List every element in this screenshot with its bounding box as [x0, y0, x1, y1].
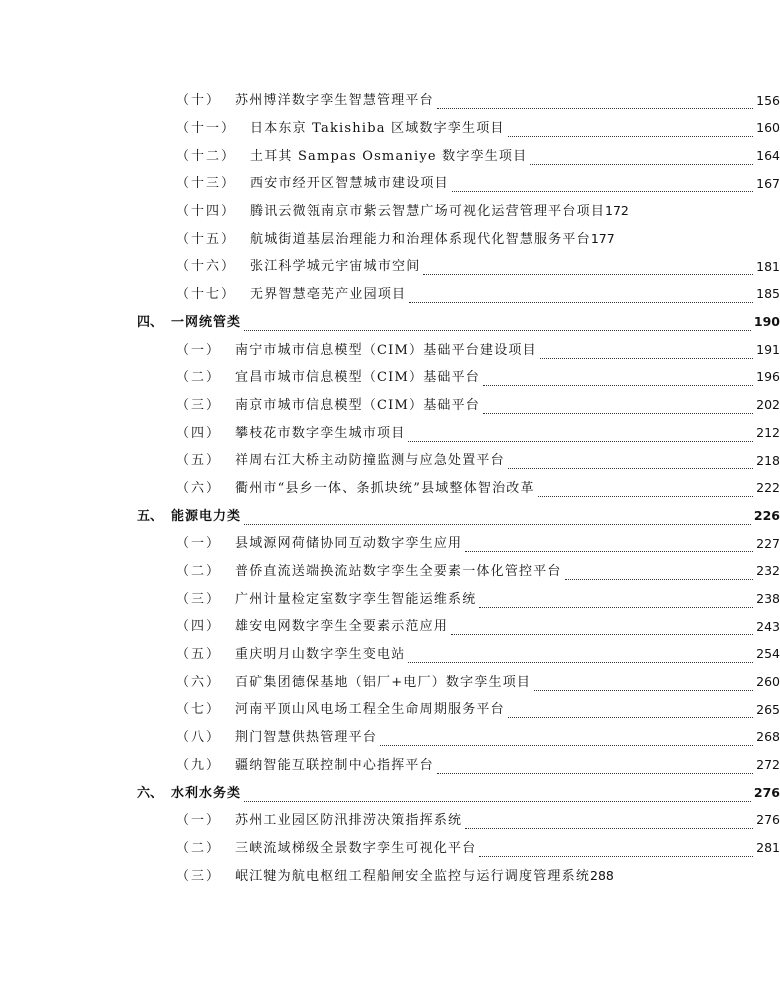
toc-leader-dots — [508, 124, 754, 137]
toc-leader-dots — [508, 705, 753, 718]
toc-entry[interactable] — [0, 862, 780, 890]
toc-entry-number: 五、 — [137, 508, 164, 524]
toc-page-number: 218 — [756, 452, 780, 468]
toc-leader-dots — [538, 484, 753, 497]
toc-entry-title: 水利水务类 — [171, 785, 242, 801]
toc-page-number: 172 — [605, 203, 629, 219]
toc-entry[interactable] — [0, 281, 780, 309]
toc-entry[interactable] — [0, 419, 780, 447]
toc-entry[interactable] — [0, 225, 780, 253]
toc-section-entry[interactable] — [0, 309, 780, 337]
toc-entry[interactable] — [0, 668, 780, 696]
toc-entry-number: 四、 — [137, 314, 164, 330]
toc-leader-dots — [244, 512, 751, 525]
toc-entry-title: 日本东京 Takishiba 区域数字孪生项目 — [250, 121, 505, 137]
toc-leader-dots — [408, 650, 753, 663]
toc-leader-dots — [465, 539, 753, 552]
toc-page-number: 254 — [756, 646, 780, 662]
toc-entry[interactable] — [0, 87, 780, 115]
toc-entry-title: 苏州工业园区防汛排涝决策指挥系统 — [235, 813, 463, 829]
toc-leader-dots — [508, 456, 753, 469]
toc-page-number: 156 — [756, 92, 780, 108]
toc-leader-dots — [530, 152, 753, 165]
toc-entry[interactable] — [0, 142, 780, 170]
toc-entry[interactable] — [0, 752, 780, 780]
toc-page-number: 181 — [756, 258, 780, 274]
toc-entry-number: （十四） — [176, 204, 237, 220]
toc-entry-title: 荆门智慧供热管理平台 — [235, 730, 378, 746]
toc-entry-title: 苏州博洋数字孪生智慧管理平台 — [235, 93, 434, 109]
toc-page-number: 160 — [756, 120, 780, 136]
toc-leader-dots — [244, 318, 751, 331]
toc-entry-title: 普侨直流送端换流站数字孪生全要素一体化管控平台 — [235, 564, 562, 580]
toc-entry-number: （四） — [176, 619, 222, 635]
toc-entry-title: 腾讯云微瓴南京市紫云智慧广场可视化运营管理平台项目 — [250, 204, 606, 220]
toc-entry-number: （十一） — [176, 121, 237, 137]
toc-page-number: 243 — [756, 618, 780, 634]
toc-entry-number: （六） — [176, 674, 222, 690]
toc-section-entry[interactable] — [0, 502, 780, 530]
toc-entry-title: 土耳其 Sampas Osmaniye 数字孪生项目 — [250, 148, 528, 164]
toc-entry[interactable] — [0, 336, 780, 364]
toc-page-number: 268 — [756, 729, 780, 745]
toc-entry-title: 一网统管类 — [171, 314, 242, 330]
toc-page-number: 164 — [756, 147, 780, 163]
toc-entry-number: （一） — [176, 536, 222, 552]
toc-entry[interactable] — [0, 115, 780, 143]
toc-leader-dots — [483, 401, 753, 414]
toc-page-number: 196 — [756, 369, 780, 385]
toc-leader-dots — [409, 290, 753, 303]
toc-entry-number: （二） — [176, 370, 222, 386]
toc-page-number: 191 — [756, 341, 780, 357]
toc-page-number: 260 — [756, 674, 780, 690]
toc-entry-number: （十） — [176, 93, 222, 109]
toc-page-number: 167 — [756, 175, 780, 191]
toc-entry[interactable] — [0, 253, 780, 281]
toc-entry-number: （二） — [176, 840, 222, 856]
toc-leader-dots — [437, 761, 753, 774]
toc-entry-title: 南京市城市信息模型（CIM）基础平台 — [235, 397, 481, 413]
toc-leader-dots — [540, 346, 753, 359]
toc-leader-dots — [451, 622, 753, 635]
toc-page-number: 227 — [756, 535, 780, 551]
toc-entry-number: （七） — [176, 702, 222, 718]
toc-leader-dots — [408, 429, 753, 442]
toc-entry-number: （十六） — [176, 259, 237, 275]
toc-entry[interactable] — [0, 807, 780, 835]
toc-entry-number: （五） — [176, 453, 222, 469]
toc-entry-title: 重庆明月山数字孪生变电站 — [235, 647, 406, 663]
toc-entry-title: 张江科学城元宇宙城市空间 — [250, 259, 421, 275]
toc-entry-title: 攀枝花市数字孪生城市项目 — [235, 425, 406, 441]
toc-page-number: 185 — [756, 286, 780, 302]
toc-entry-number: （九） — [176, 757, 222, 773]
toc-page-number: 226 — [753, 507, 780, 523]
toc-entry-number: 六、 — [137, 785, 164, 801]
toc-page-number: 288 — [590, 867, 614, 883]
toc-page-number: 222 — [756, 480, 780, 496]
toc-entry[interactable] — [0, 641, 780, 669]
toc-entry[interactable] — [0, 392, 780, 420]
toc-entry-title: 南宁市城市信息模型（CIM）基础平台建设项目 — [235, 342, 537, 358]
toc-entry-number: （四） — [176, 425, 222, 441]
toc-entry-number: （三） — [176, 397, 222, 413]
toc-entry-title: 能源电力类 — [171, 508, 242, 524]
toc-entry[interactable] — [0, 613, 780, 641]
toc-page-number: 177 — [590, 231, 615, 247]
toc-entry-number: （三） — [176, 868, 222, 884]
toc-entry-number: （二） — [176, 564, 222, 580]
toc-entry[interactable] — [0, 558, 780, 586]
toc-leader-dots — [534, 678, 753, 691]
toc-entry-title: 无界智慧亳芜产业园项目 — [250, 287, 407, 303]
toc-entry-title: 西安市经开区智慧城市建设项目 — [250, 176, 449, 192]
toc-page-number: 272 — [756, 757, 780, 773]
toc-leader-dots — [452, 179, 753, 192]
toc-entry-title: 疆纳智能互联控制中心指挥平台 — [235, 757, 434, 773]
toc-page-number: 212 — [756, 424, 780, 440]
toc-entry-title: 宜昌市城市信息模型（CIM）基础平台 — [235, 370, 481, 386]
toc-leader-dots — [465, 816, 753, 829]
toc-page-number: 276 — [753, 784, 780, 800]
toc-page-number: 232 — [756, 563, 780, 579]
toc-page-number: 202 — [756, 397, 780, 413]
toc-page-number: 276 — [756, 812, 780, 828]
toc-leader-dots — [423, 262, 753, 275]
toc-entry-number: （三） — [176, 591, 222, 607]
toc-entry-title: 三峡流域梯级全景数字孪生可视化平台 — [235, 840, 477, 856]
toc-entry-number: （十五） — [176, 231, 237, 247]
toc-entry-number: （十三） — [176, 176, 237, 192]
toc-entry[interactable] — [0, 835, 780, 863]
toc-entry[interactable] — [0, 475, 780, 503]
toc-leader-dots — [244, 789, 751, 802]
toc-entry[interactable] — [0, 530, 780, 558]
toc-entry-title: 河南平顶山风电场工程全生命周期服务平台 — [235, 702, 505, 718]
toc-entry-title: 航城街道基层治理能力和治理体系现代化智慧服务平台 — [250, 231, 591, 247]
toc-entry-number: （十七） — [176, 287, 237, 303]
toc-entry-number: （一） — [176, 813, 222, 829]
toc-entry[interactable] — [0, 447, 780, 475]
toc-entry-number: （五） — [176, 647, 222, 663]
toc-entry[interactable] — [0, 585, 780, 613]
toc-section-entry[interactable] — [0, 779, 780, 807]
toc-entry-title: 县域源网荷储协同互动数字孪生应用 — [235, 536, 463, 552]
toc-leader-dots — [380, 733, 753, 746]
toc-leader-dots — [565, 567, 754, 580]
toc-entry[interactable] — [0, 364, 780, 392]
toc-leader-dots — [479, 844, 753, 857]
table-of-contents — [0, 87, 780, 890]
toc-entry[interactable] — [0, 170, 780, 198]
toc-entry-title: 衢州市“县乡一体、条抓块统”县域整体智治改革 — [235, 480, 535, 496]
toc-page-number: 281 — [756, 840, 780, 856]
toc-entry[interactable] — [0, 724, 780, 752]
toc-leader-dots — [483, 373, 753, 386]
toc-page-number: 238 — [756, 590, 780, 606]
toc-entry-title: 祥周右江大桥主动防撞监测与应急处置平台 — [235, 453, 505, 469]
toc-entry[interactable] — [0, 696, 780, 724]
toc-entry[interactable] — [0, 198, 780, 226]
toc-entry-number: （一） — [176, 342, 222, 358]
toc-page-number: 190 — [753, 314, 780, 330]
toc-entry-title: 岷江犍为航电枢纽工程船闸安全监控与运行调度管理系统 — [235, 868, 591, 884]
toc-entry-number: （八） — [176, 730, 222, 746]
toc-entry-title: 百矿集团德保基地（铝厂+电厂）数字孪生项目 — [235, 674, 532, 690]
toc-leader-dots — [437, 96, 753, 109]
toc-entry-number: （六） — [176, 480, 222, 496]
toc-leader-dots — [479, 595, 753, 608]
toc-entry-title: 雄安电网数字孪生全要素示范应用 — [235, 619, 449, 635]
toc-entry-title: 广州计量检定室数字孪生智能运维系统 — [235, 591, 477, 607]
toc-entry-number: （十二） — [176, 148, 237, 164]
toc-page-number: 265 — [756, 701, 780, 717]
